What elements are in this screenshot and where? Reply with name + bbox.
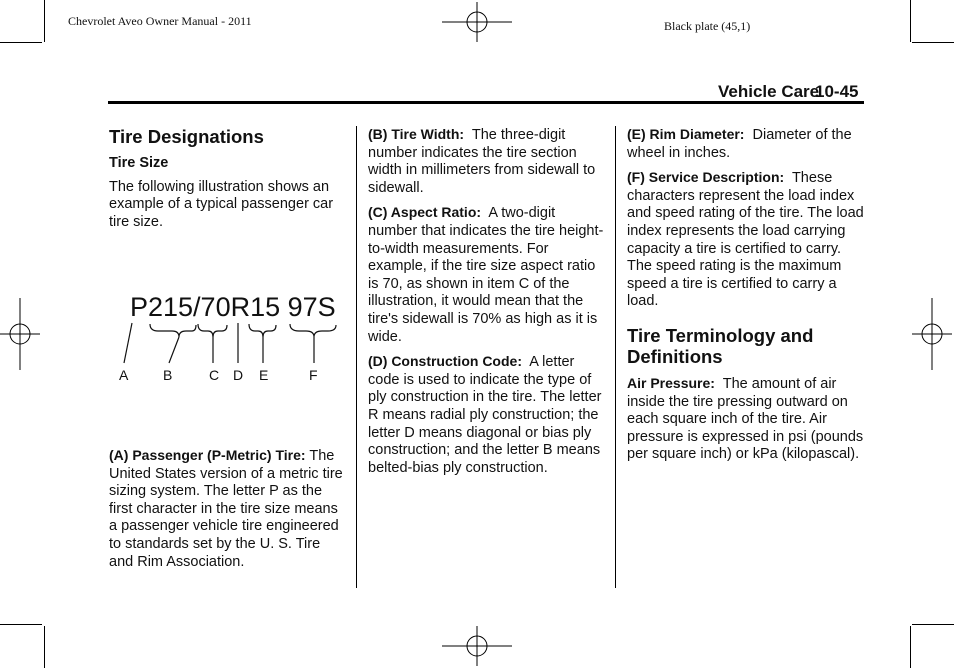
term-f: (F) Service Description:: [627, 169, 785, 186]
term-a: (A) Passenger (P-Metric) Tire:: [109, 447, 306, 463]
figure-label-e: E: [259, 367, 269, 383]
term-b-text: The three-digit number indicates the tire section width in millimeters from sidewall to sidewall.: [368, 127, 596, 196]
term-air-pressure-text: The amount of air inside the tire pressing outward on each square inch of the tire. Air pressure is expressed in psi (pounds per square inch) or kPa (kilopascal).: [627, 375, 864, 463]
term-a-text: The United States version of a metric tire sizing system. The letter P as the first character in the tire size means a passenger vehicle tire engineered to standards set by the U. S. Tire and Rim Association.: [109, 448, 343, 570]
definition-a: [109, 447, 347, 578]
plate-label: Black plate (45,1): [664, 19, 751, 33]
tire-size-subheading: Tire Size: [109, 155, 169, 171]
tire-size-figure: [110, 285, 350, 390]
figure-label-a: A: [119, 367, 129, 383]
column-divider: [615, 126, 616, 588]
figure-label-b: B: [163, 367, 173, 383]
term-e-text: Diameter of the wheel in inches.: [627, 127, 852, 161]
column-3: [627, 126, 864, 471]
term-e: (E) Rim Diameter:: [627, 126, 745, 142]
manual-title: Chevrolet Aveo Owner Manual - 2011: [68, 14, 252, 28]
column-divider: [356, 126, 357, 588]
term-c-text: A two-digit number that indicates the tire height-to-width measurements. For example, if the tire size aspect ratio is 70, as shown in item C of the illustration, it would mean that the tire's sidewall is 70% as high as it is wide.: [368, 205, 604, 345]
term-d: (D) Construction Code:: [368, 353, 522, 370]
figure-label-c: C: [209, 367, 220, 383]
term-c: (C) Aspect Ratio:: [368, 204, 482, 221]
term-d-text: A letter code is used to indicate the type of ply construction in the tire. The letter R means radial ply construction; the letter D means diagonal or bias ply construction; and the letter B means belted-bias ply construction.: [368, 354, 602, 476]
terminology-heading: Tire Terminology and Definitions: [627, 324, 814, 367]
figure-label-f: F: [309, 367, 318, 383]
figure-leaders: [124, 323, 336, 363]
tire-code: P215/70R15 97S: [130, 292, 336, 322]
page-number: 10-45: [815, 82, 859, 101]
term-b: (B) Tire Width:: [368, 126, 465, 142]
term-f-text: These characters represent the load index and speed rating of the tire. The load index represents the load carrying capacity a tire is certified to carry. The speed rating is the maximum speed a tire is certified to carry a load.: [627, 170, 864, 310]
intro-paragraph: The following illustration shows an example of a typical passenger car tire size.: [109, 178, 334, 230]
section-title: Vehicle Care: [718, 82, 820, 101]
column-1: [109, 126, 347, 238]
column-2: [368, 126, 606, 484]
tire-designations-heading: Tire Designations: [109, 126, 264, 147]
header-rule: [108, 101, 864, 104]
figure-label-d: D: [233, 367, 244, 383]
term-air-pressure: Air Pressure:: [627, 374, 715, 391]
